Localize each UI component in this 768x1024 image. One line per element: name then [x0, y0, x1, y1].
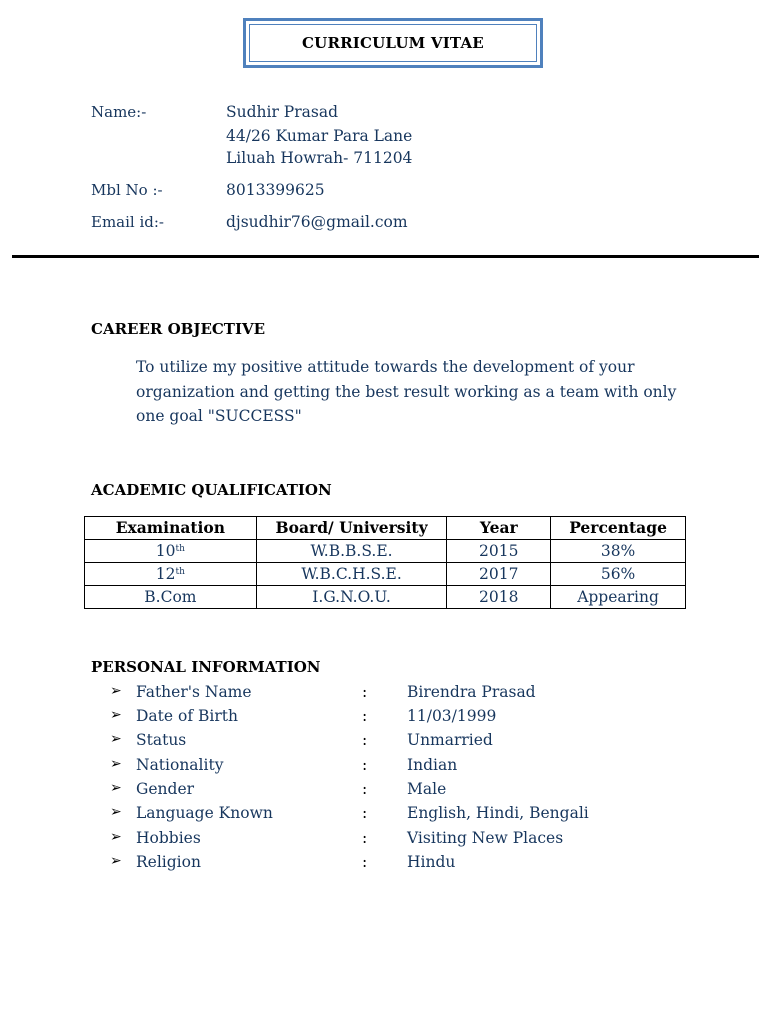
personal-information-heading: PERSONAL INFORMATION — [91, 658, 321, 676]
field-value: Male — [407, 780, 447, 798]
column-header: Board/ University — [256, 517, 447, 540]
arrowhead-bullet-icon: ➢ — [110, 853, 122, 869]
name-value: Sudhir Prasad — [226, 103, 338, 121]
field-value: English, Hindi, Bengali — [407, 804, 589, 822]
exam-suffix: th — [175, 544, 185, 554]
email-label: Email id:- — [91, 213, 165, 231]
field-value: Visiting New Places — [407, 829, 564, 847]
exam-text: 12 — [155, 565, 176, 583]
field-separator: : — [362, 707, 368, 725]
horizontal-divider — [12, 255, 759, 258]
board-cell: I.G.N.O.U. — [256, 586, 447, 609]
arrowhead-bullet-icon: ➢ — [110, 683, 122, 699]
field-separator: : — [362, 731, 368, 749]
column-header: Year — [447, 517, 551, 540]
field-separator: : — [362, 829, 368, 847]
field-value: Hindu — [407, 853, 456, 871]
field-label: Religion — [136, 853, 201, 871]
arrowhead-bullet-icon: ➢ — [110, 804, 122, 820]
exam-cell — [85, 540, 257, 563]
arrowhead-bullet-icon: ➢ — [110, 780, 122, 796]
table-row — [85, 586, 686, 609]
table-row — [85, 563, 686, 586]
mobile-value: 8013399625 — [226, 181, 325, 199]
field-label: Nationality — [136, 756, 224, 774]
board-cell: W.B.B.S.E. — [256, 540, 447, 563]
percentage-cell: Appearing — [551, 586, 686, 609]
column-header: Percentage — [551, 517, 686, 540]
exam-suffix: th — [175, 567, 185, 577]
field-label: Date of Birth — [136, 707, 238, 725]
field-separator: : — [362, 683, 368, 701]
title-box — [243, 18, 543, 68]
exam-cell — [85, 563, 257, 586]
arrowhead-bullet-icon: ➢ — [110, 707, 122, 723]
percentage-cell: 56% — [551, 563, 686, 586]
column-header: Examination — [85, 517, 257, 540]
field-value: Indian — [407, 756, 458, 774]
field-value: Unmarried — [407, 731, 493, 749]
field-value: Birendra Prasad — [407, 683, 536, 701]
field-separator: : — [362, 756, 368, 774]
exam-text: 10 — [155, 542, 176, 560]
document-title: CURRICULUM VITAE — [249, 24, 537, 62]
arrowhead-bullet-icon: ➢ — [110, 756, 122, 772]
field-separator: : — [362, 853, 368, 871]
arrowhead-bullet-icon: ➢ — [110, 731, 122, 747]
email-value: djsudhir76@gmail.com — [226, 213, 408, 231]
field-value: 11/03/1999 — [407, 707, 497, 725]
table-row — [85, 540, 686, 563]
career-objective-text: To utilize my positive attitude towards the development of your organization and getting the best result working as a team with only one goal "SUCCESS" — [136, 358, 677, 425]
field-separator: : — [362, 780, 368, 798]
mobile-label: Mbl No :- — [91, 181, 163, 199]
percentage-cell: 38% — [551, 540, 686, 563]
table-header-row — [85, 517, 686, 540]
academic-qualification-heading: ACADEMIC QUALIFICATION — [91, 481, 332, 499]
field-label: Hobbies — [136, 829, 201, 847]
address-line-2: Liluah Howrah- 711204 — [226, 149, 413, 167]
exam-cell — [85, 586, 257, 609]
name-label: Name:- — [91, 103, 147, 121]
year-cell: 2018 — [447, 586, 551, 609]
field-label: Language Known — [136, 804, 273, 822]
exam-text: B.Com — [144, 588, 197, 606]
career-objective-heading: CAREER OBJECTIVE — [91, 320, 266, 338]
arrowhead-bullet-icon: ➢ — [110, 829, 122, 845]
year-cell: 2015 — [447, 540, 551, 563]
field-label: Status — [136, 731, 187, 749]
board-cell: W.B.C.H.S.E. — [256, 563, 447, 586]
academic-table — [84, 516, 686, 609]
field-label: Father's Name — [136, 683, 252, 701]
address-line-1: 44/26 Kumar Para Lane — [226, 127, 413, 145]
field-separator: : — [362, 804, 368, 822]
year-cell: 2017 — [447, 563, 551, 586]
field-label: Gender — [136, 780, 195, 798]
